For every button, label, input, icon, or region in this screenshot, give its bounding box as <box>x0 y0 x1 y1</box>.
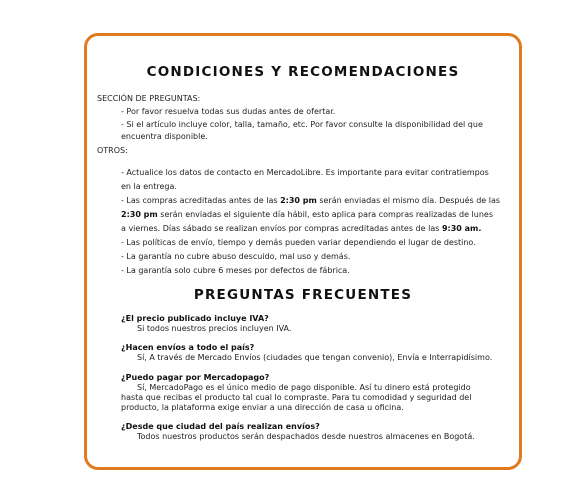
preguntas-line-3: encuentra disponible. <box>121 132 208 141</box>
otros-line-7: - La garantía no cubre abuso descuido, mal uso y demás. <box>121 252 351 261</box>
conditions-title: CONDICIONES Y RECOMENDACIONES <box>146 64 460 80</box>
faq-question-3: ¿Puedo pagar por Mercadopago? <box>121 373 270 382</box>
otros-line-1: - Actualice los datos de contacto en MercadoLibre. Es importante para evitar contratiempos <box>121 168 489 177</box>
faq-answer-1: Si todos nuestros precios incluyen IVA. <box>137 324 292 333</box>
conditions-card <box>84 33 522 470</box>
faq-answer-3-line-2: hasta que recibas el producto tal cual lo compraste. Para tu comodidad y seguridad del <box>121 393 472 402</box>
otros-line-3: - Las compras acreditadas antes de las 2:30 pm serán enviadas el mismo día. Después de las <box>121 196 501 205</box>
faq-question-1: ¿El precio publicado incluye IVA? <box>121 314 269 323</box>
faq-question-2: ¿Hacen envíos a todo el país? <box>121 343 255 352</box>
otros-heading: OTROS: <box>97 146 128 155</box>
otros-line-8: - La garantía solo cubre 6 meses por defectos de fábrica. <box>121 266 350 275</box>
preguntas-heading: SECCIÓN DE PREGUNTAS: <box>97 94 201 103</box>
faq-answer-3-line-3: producto, la plataforma exige enviar a una dirección de casa u oficina. <box>121 403 404 412</box>
preguntas-line-2: - Si el artículo incluye color, talla, tamaño, etc. Por favor consulte la disponibilidad del que <box>121 120 483 129</box>
faq-question-4: ¿Desde que ciudad del país realizan envíos? <box>121 422 320 431</box>
otros-line-2: en la entrega. <box>121 182 177 191</box>
preguntas-line-1: - Por favor resuelva todas sus dudas antes de ofertar. <box>121 107 336 116</box>
faq-answer-3-line-1: Sí, MercadoPago es el único medio de pago disponible. Así tu dinero está protegido <box>137 383 471 392</box>
faq-title: PREGUNTAS FRECUENTES <box>193 287 413 303</box>
otros-line-5: a viernes. Días sábado se realizan envíos por compras acreditadas antes de las 9:30 am. <box>121 224 482 233</box>
faq-answer-4: Todos nuestros productos serán despachados desde nuestros almacenes en Bogotá. <box>137 432 475 441</box>
otros-line-6: - Las políticas de envío, tiempo y demás pueden variar dependiendo el lugar de destino. <box>121 238 476 247</box>
otros-line-4: 2:30 pm serán enviadas el siguiente día hábil, esto aplica para compras realizadas de lunes <box>121 210 493 219</box>
faq-answer-2: Sí, A través de Mercado Envíos (ciudades que tengan convenio), Envía e Interrapidísimo. <box>137 353 493 362</box>
